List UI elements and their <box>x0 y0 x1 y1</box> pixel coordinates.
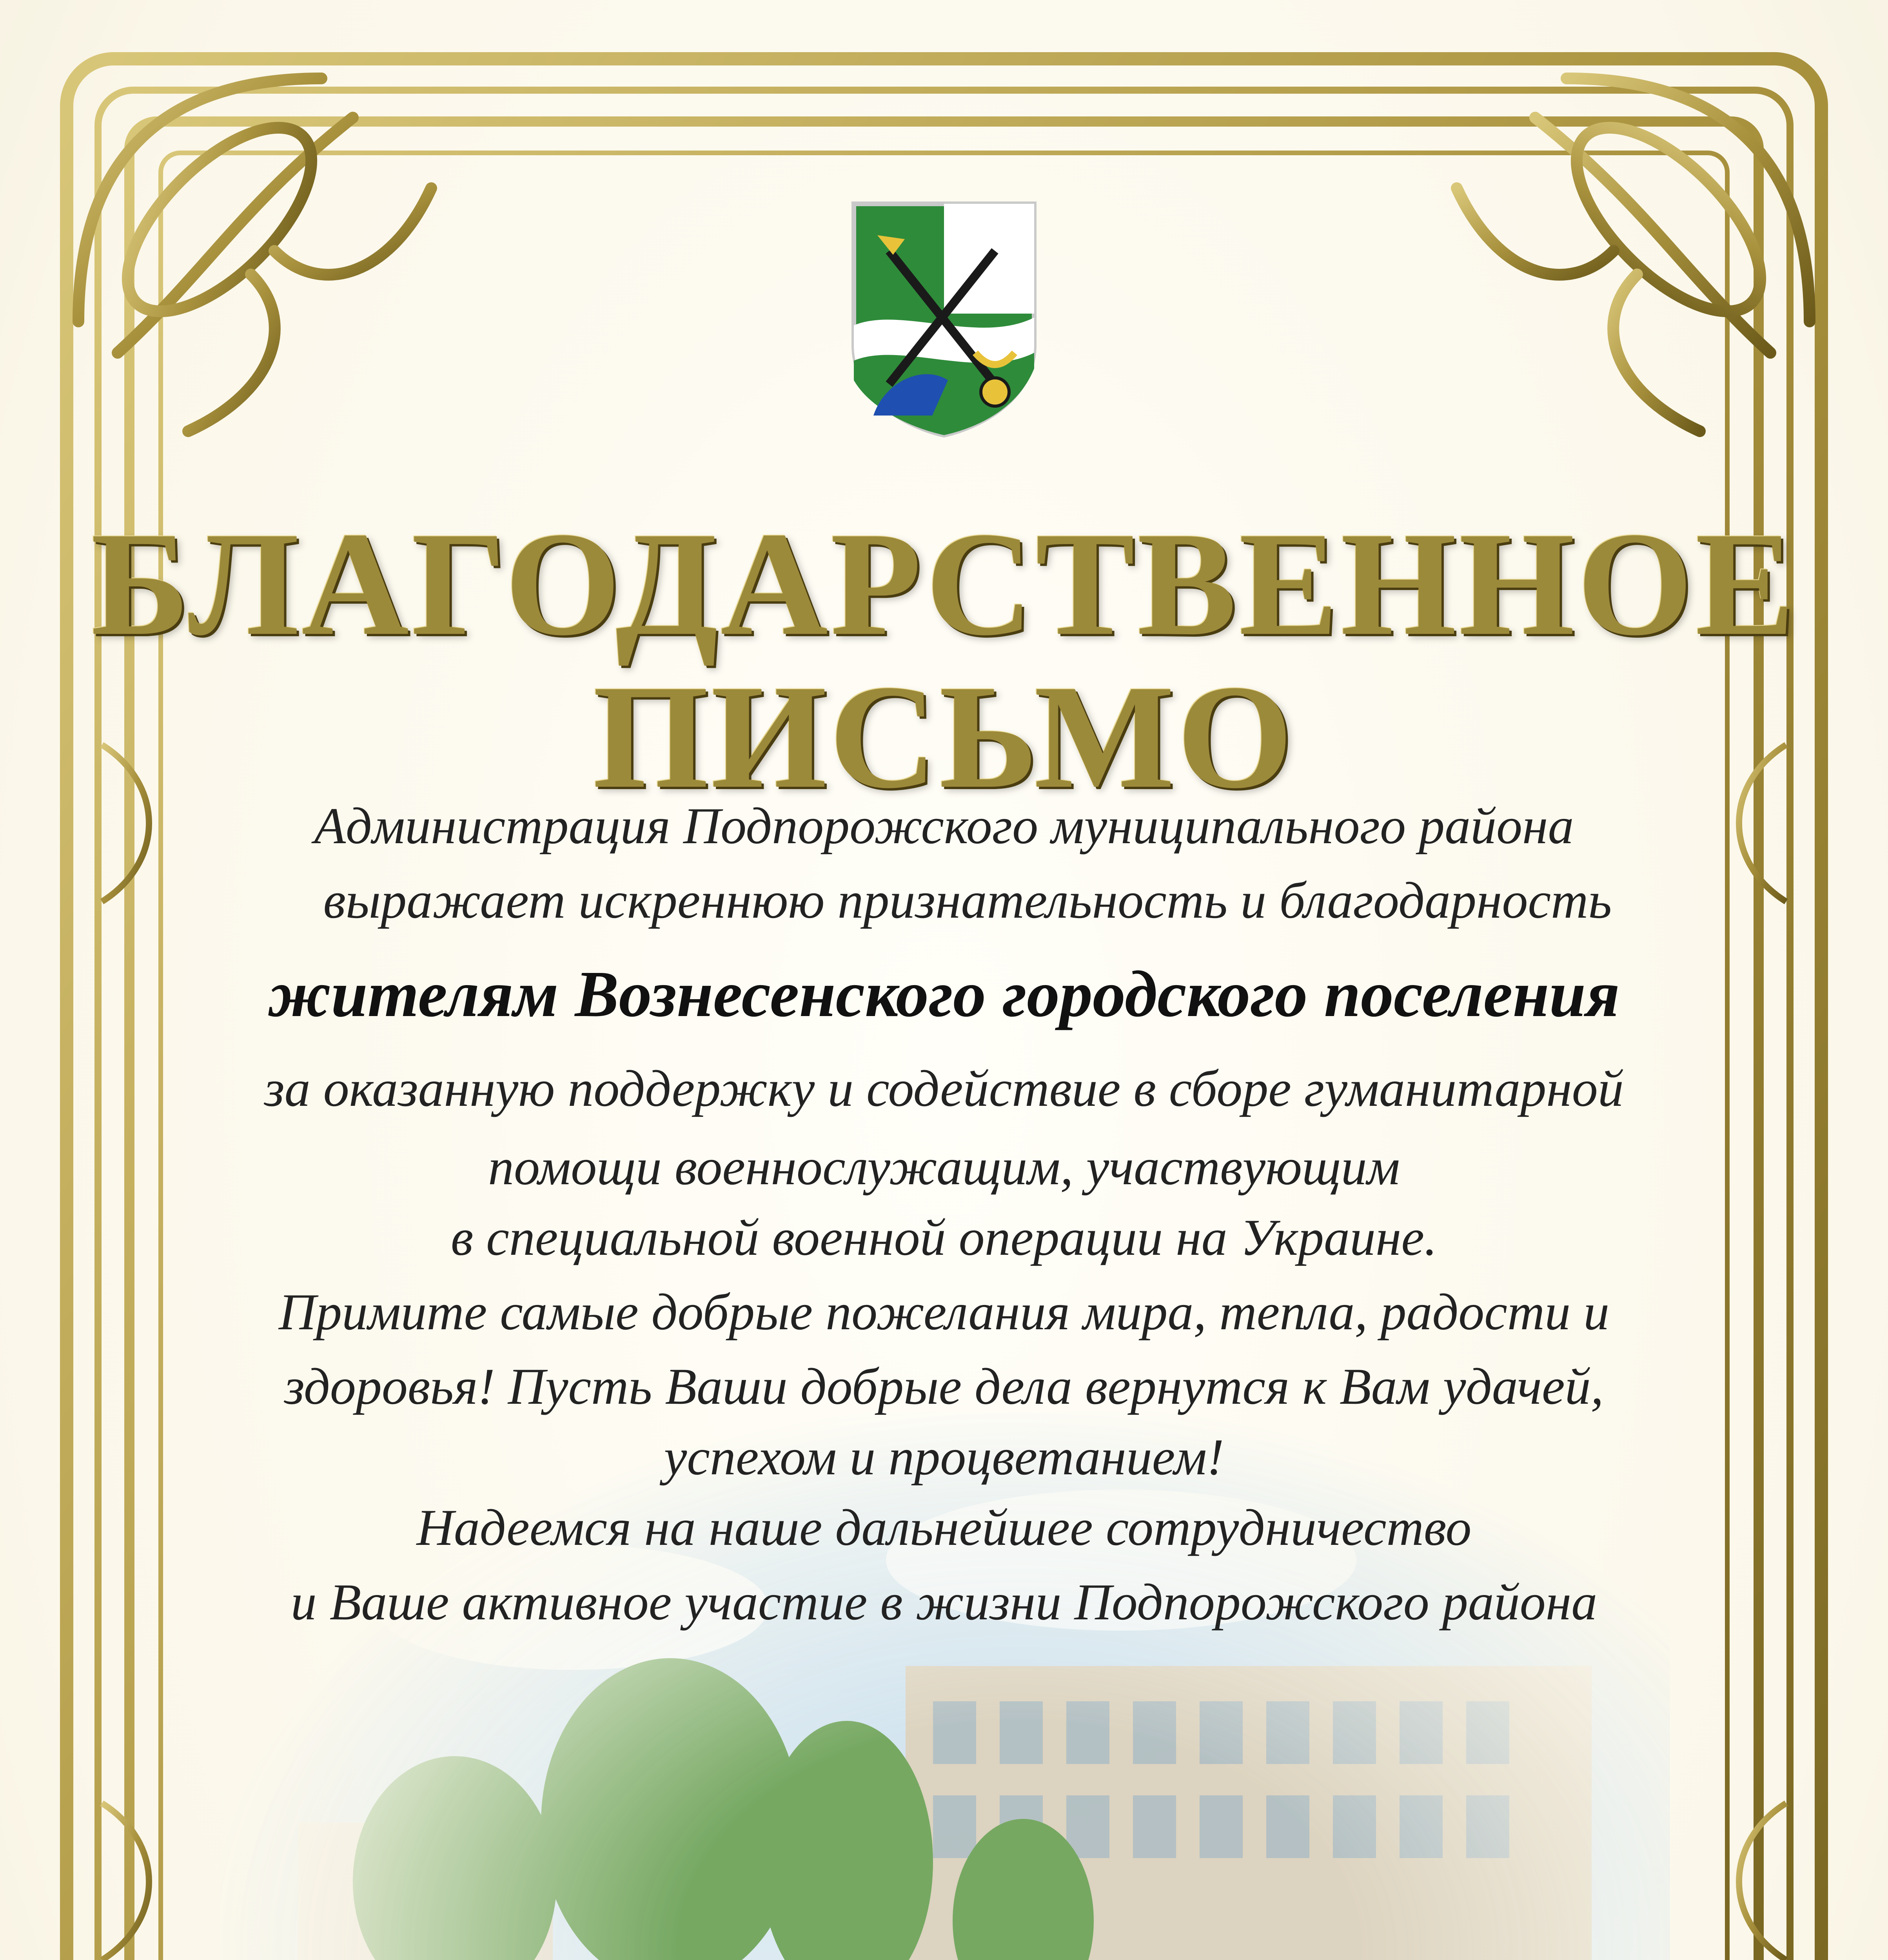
intro-line-2: выражает искреннюю признательность и благодарность <box>323 871 1612 929</box>
title-line-1: БЛАГОДАРСТВЕННОЕ <box>91 501 1797 666</box>
recipient-name: жителям Вознесенского городского поселения <box>268 958 1620 1031</box>
body-line-7: Надеемся на наше дальнейшее сотрудничество <box>416 1499 1472 1556</box>
handwritten-signature-icon <box>941 1952 1215 1960</box>
body-line-2: помощи военнослужащим, участвующим <box>488 1138 1400 1196</box>
body-line-6: успехом и процветанием! <box>664 1428 1224 1486</box>
body-line-8: и Ваше активное участие в жизни Подпорожского района <box>290 1573 1598 1631</box>
body-line-1: за оказанную поддержку и содействие в сборе гуманитарной <box>264 1060 1624 1117</box>
intro-line-1: Администрация Подпорожского муниципального района <box>314 797 1574 855</box>
body-line-5: здоровья! Пусть Ваши добрые дела вернутся к Вам удачей, <box>284 1357 1604 1415</box>
background-scene-illustration <box>220 1411 1670 1960</box>
title-line-2: ПИСЬМО <box>593 654 1295 819</box>
body-line-4: Примите самые добрые пожелания мира, тепла, радости и <box>278 1283 1610 1341</box>
coat-of-arms-icon <box>846 196 1042 439</box>
body-line-3: в специальной военной операции на Украине. <box>450 1209 1438 1266</box>
